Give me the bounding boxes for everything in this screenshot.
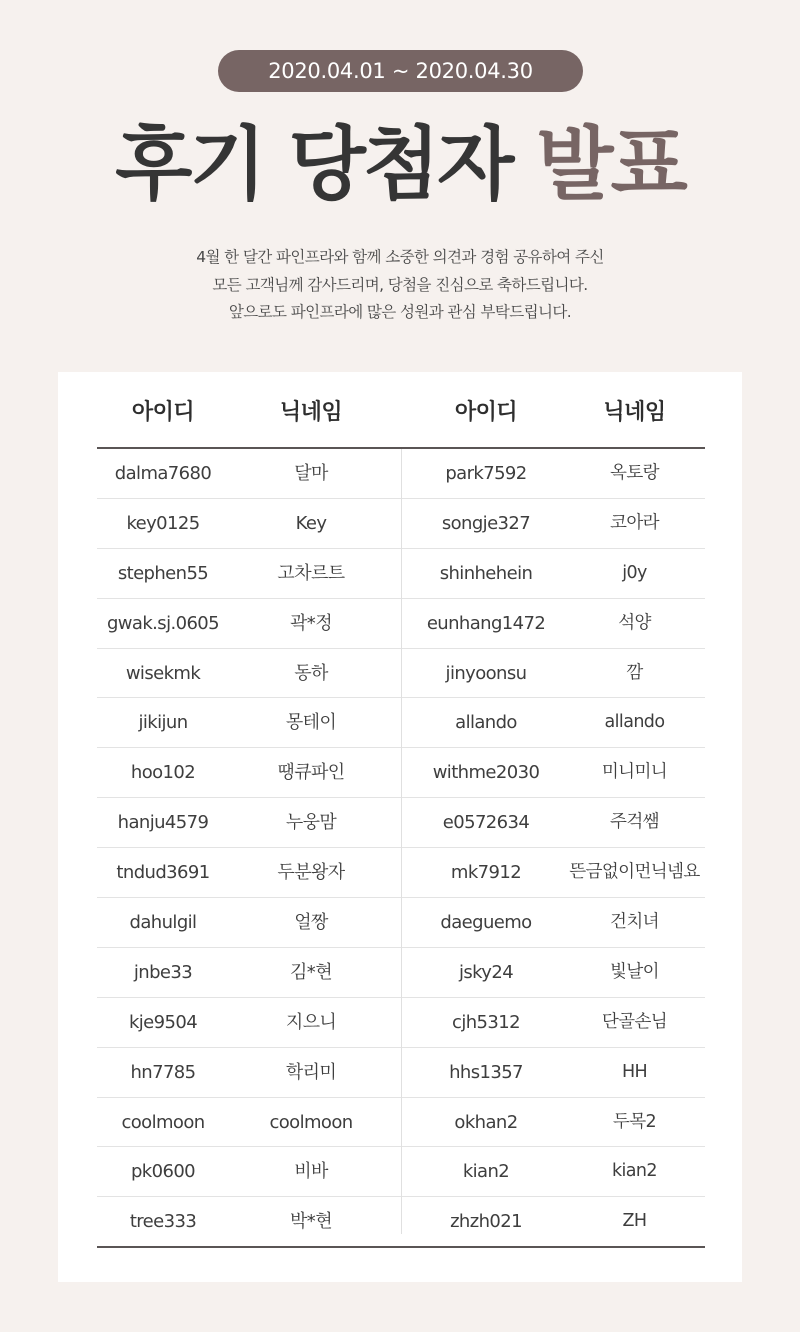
description-line: 앞으로도 파인프라에 많은 성원과 관심 부탁드립니다. <box>228 303 572 321</box>
cell-id-right: withme2030 <box>432 762 540 784</box>
cell-nickname-right: 뜬금없이먼닉넴요 <box>569 862 700 883</box>
cell-nickname-right: 단골손님 <box>601 1011 668 1032</box>
date-range-badge: 2020.04.01 ~ 2020.04.30 <box>218 50 583 92</box>
cell-id-right: okhan2 <box>454 1111 518 1133</box>
cell-id-right: daeguemo <box>440 912 532 934</box>
cell-id-right: jinyoonsu <box>445 662 527 684</box>
cell-nickname-right: 코아라 <box>610 512 659 533</box>
cell-id-right: kian2 <box>462 1161 510 1183</box>
cell-nickname-left: Key <box>295 512 327 534</box>
cell-nickname-right: kian2 <box>612 1161 657 1182</box>
description <box>0 244 800 327</box>
cell-nickname-right: 미니미니 <box>601 762 668 783</box>
cell-nickname-right: 옥토랑 <box>610 463 659 483</box>
cell-id-left: tree333 <box>129 1211 197 1233</box>
cell-nickname-left: 몽테이 <box>285 712 337 734</box>
cell-id-left: hn7785 <box>130 1061 196 1083</box>
cell-id-left: stephen55 <box>117 562 209 584</box>
cell-nickname-left: 곽*정 <box>290 612 332 634</box>
cell-id-right: shinhehein <box>439 562 533 584</box>
cell-nickname-right: ZH <box>622 1211 647 1232</box>
cell-id-left: tndud3691 <box>116 862 210 884</box>
cell-nickname-right: j0y <box>622 562 647 583</box>
description-line: 모든 고객님께 감사드리며, 당첨을 진심으로 축하드립니다. <box>212 275 588 294</box>
cell-id-right: mk7912 <box>450 862 522 884</box>
cell-id-right: zhzh021 <box>450 1211 522 1233</box>
cell-nickname-left: 지으니 <box>285 1011 337 1033</box>
cell-id-right: songje327 <box>441 512 531 534</box>
cell-nickname-right: 두목2 <box>612 1111 657 1132</box>
cell-nickname-right: 깜 <box>626 662 643 683</box>
cell-nickname-left: 땡큐파인 <box>277 762 345 784</box>
cell-id-right: hhs1357 <box>449 1061 523 1083</box>
cell-nickname-left: 김*현 <box>290 961 332 983</box>
cell-nickname-right: allando <box>604 712 665 733</box>
cell-id-left: hanju4579 <box>117 812 209 834</box>
cell-id-left: kje9504 <box>128 1011 198 1033</box>
cell-nickname-right: 빛날이 <box>610 961 659 982</box>
cell-nickname-right: 석양 <box>618 612 651 633</box>
cell-id-right: eunhang1472 <box>426 612 546 634</box>
cell-id-right: allando <box>455 712 517 734</box>
cell-nickname-right: 주걱쌤 <box>610 812 659 833</box>
title-accent: 발표 <box>536 118 685 211</box>
header-id-right: 아이디 <box>454 400 518 425</box>
column-divider <box>401 449 402 1234</box>
cell-id-left: wisekmk <box>125 662 201 684</box>
cell-nickname-left: 동하 <box>294 662 328 684</box>
cell-nickname-left: coolmoon <box>269 1111 353 1133</box>
cell-nickname-left: 비바 <box>294 1161 328 1183</box>
cell-nickname-left: 두분왕자 <box>277 862 345 884</box>
cell-id-left: hoo102 <box>130 762 196 784</box>
cell-nickname-left: 달마 <box>294 463 328 484</box>
description-line: 4월 한 달간 파인프라와 함께 소중한 의견과 경험 공유하여 주신 <box>196 248 604 266</box>
cell-nickname-left: 얼짱 <box>294 912 328 934</box>
cell-id-left: gwak.sj.0605 <box>106 612 220 634</box>
cell-id-right: cjh5312 <box>452 1011 520 1033</box>
winners-card <box>58 372 742 1282</box>
cell-nickname-right: HH <box>621 1061 648 1082</box>
cell-id-left: jikijun <box>138 712 188 734</box>
header-nickname-left: 닉네임 <box>279 400 343 425</box>
cell-nickname-left: 학리미 <box>285 1061 337 1083</box>
title-main: 후기 당첨자 <box>115 118 537 211</box>
cell-id-right: jsky24 <box>458 961 514 983</box>
winners-table <box>97 372 705 1248</box>
header-nickname-right: 닉네임 <box>603 400 666 425</box>
page-title <box>0 112 800 218</box>
cell-id-left: coolmoon <box>121 1111 205 1133</box>
cell-id-left: dalma7680 <box>114 463 212 484</box>
cell-nickname-left: 고차르트 <box>277 562 345 584</box>
table-header <box>97 372 705 449</box>
cell-id-left: dahulgil <box>129 912 197 934</box>
cell-id-right: e0572634 <box>442 812 530 834</box>
header-id-left: 아이디 <box>131 400 195 425</box>
cell-nickname-left: 박*현 <box>290 1211 332 1233</box>
cell-id-right: park7592 <box>445 463 527 484</box>
cell-id-left: key0125 <box>126 512 200 534</box>
cell-id-left: jnbe33 <box>133 961 193 983</box>
cell-nickname-right: 건치녀 <box>610 912 659 933</box>
cell-nickname-left: 누웅맘 <box>285 812 337 834</box>
cell-id-left: pk0600 <box>130 1161 196 1183</box>
